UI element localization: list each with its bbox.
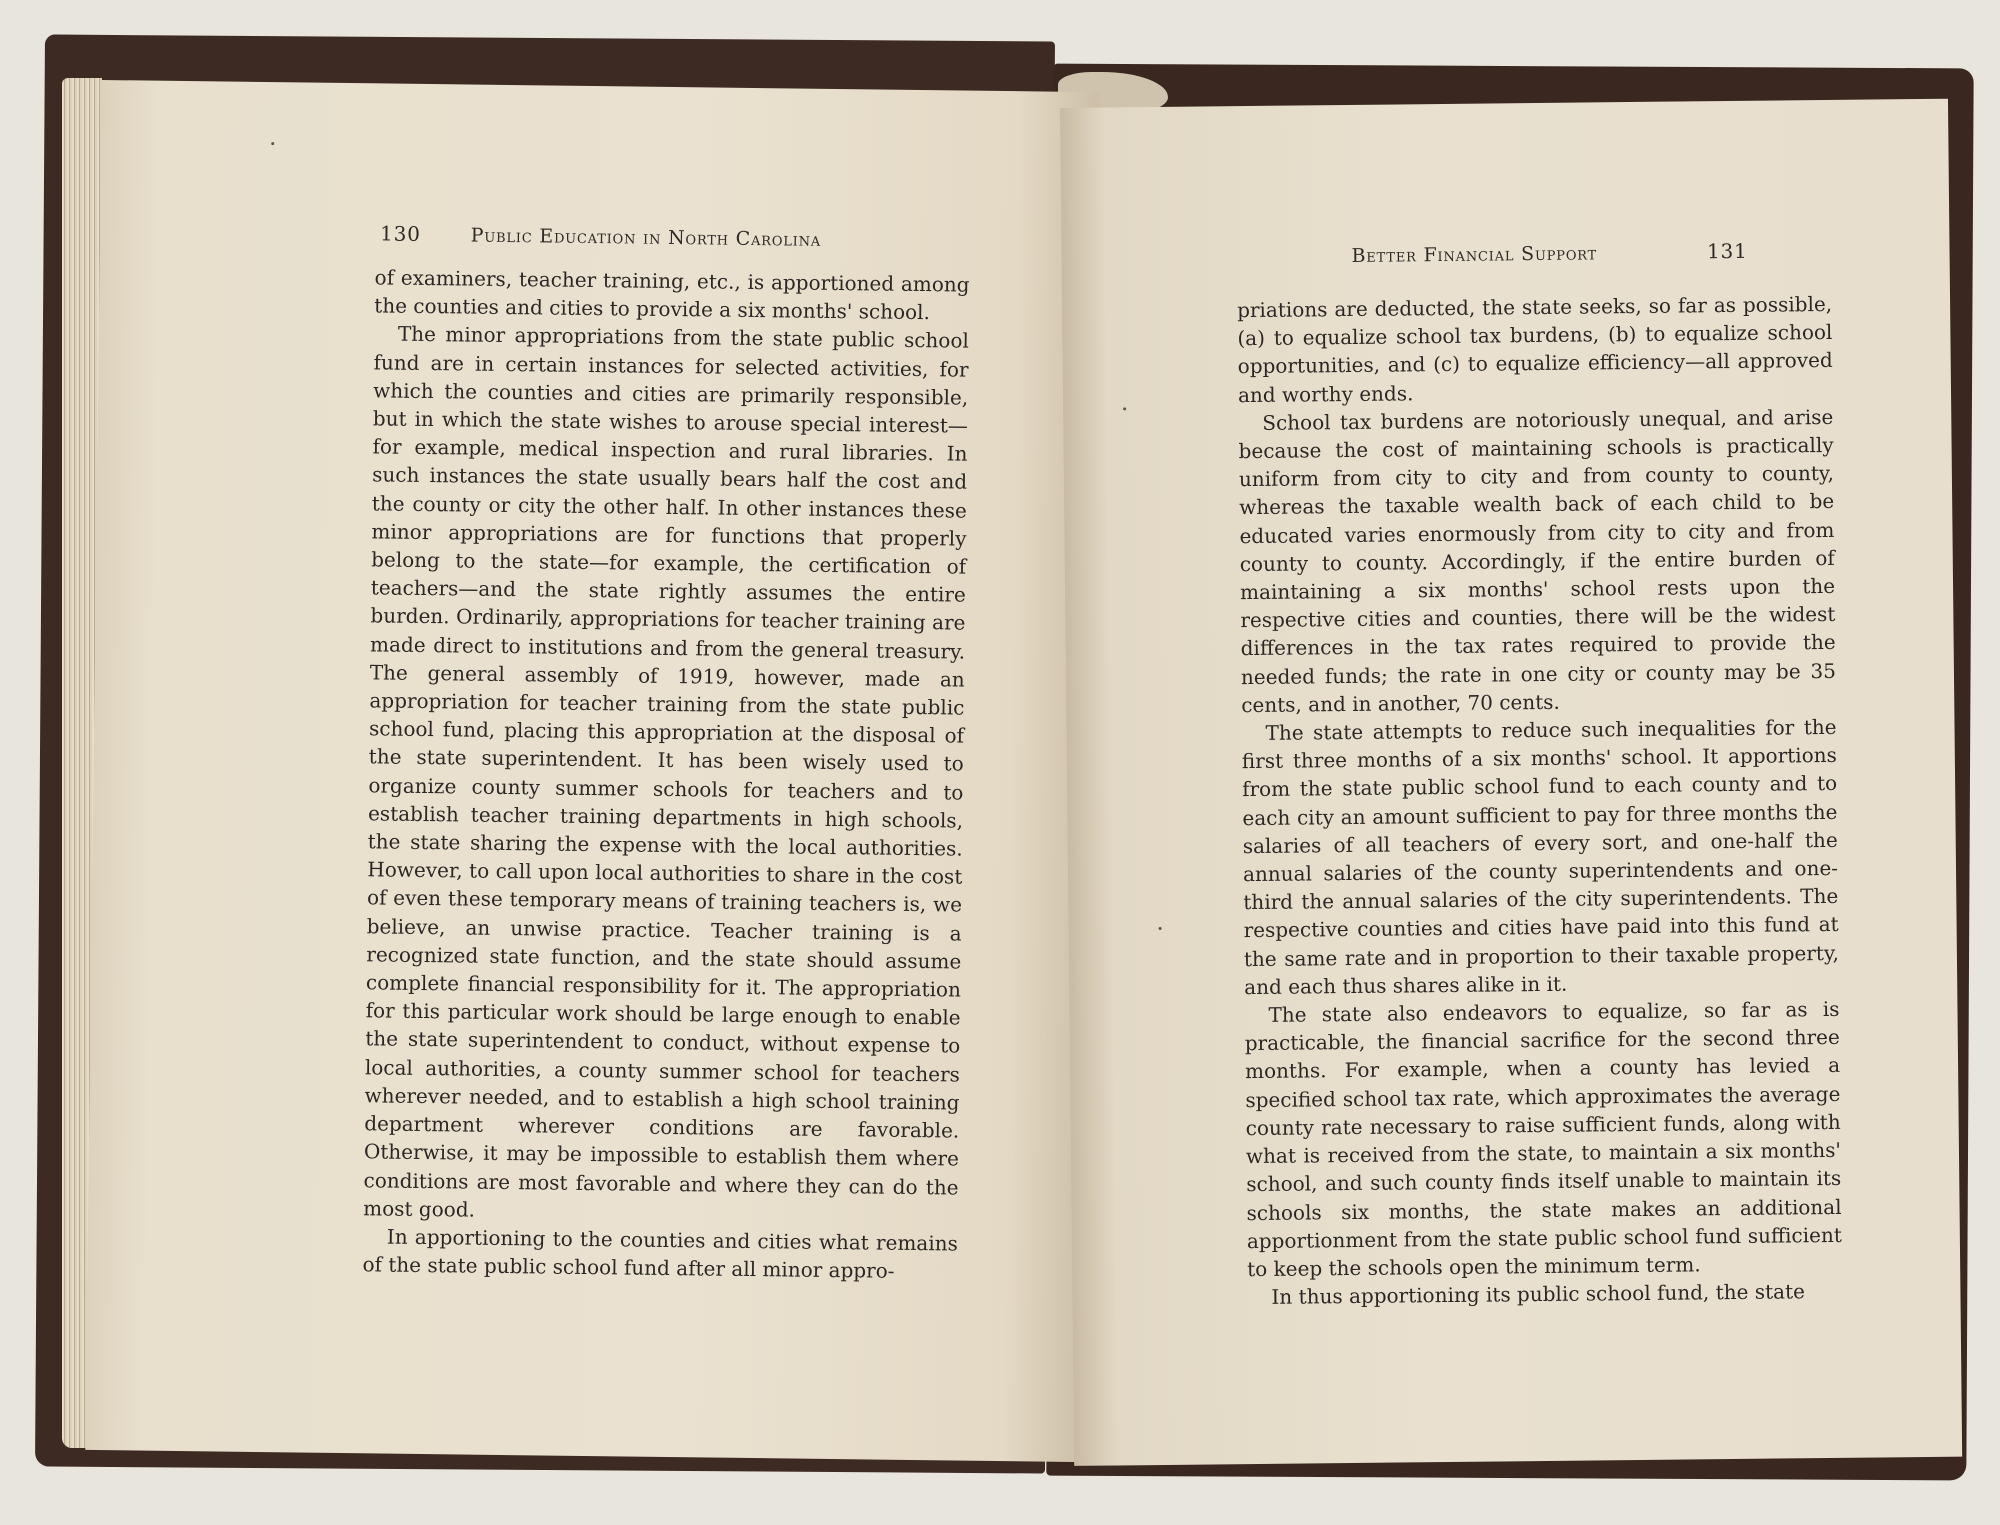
paragraph: The state attempts to reduce such inequalities for the first three months of a six months' school. It apportions from the state public school fund to each county and to each city an amount sufficient to pay for three months the salaries of all teachers of every sort, and one-half the annual salaries of the county superintendents and one-third the annual salaries of the city superintendents. The respective counties and cities have paid into this fund at the same rate and in proportion to their taxable property, and each thus shares alike in it.: [1241, 714, 1840, 999]
paragraph: School tax burdens are notoriously unequal, and arise because the cost of maintaining schools is practically uniform from city to city and from county to county, whereas the taxable wealth back of each child to be educated varies enormously from city to city and from county to county. Accordingly, if the entire burden of maintaining a six months' school rests upon the respective cities and counties, there will be the widest differences in the tax rates required to provide the needed funds; the rate in one city or county may be 35 cents, and in another, 70 cents.: [1238, 404, 1837, 717]
right-page: [1060, 99, 1962, 1466]
right-page-header: [1351, 239, 1747, 267]
paper-speck: [271, 142, 274, 145]
paragraph: of examiners, teacher training, etc., is apportioned among the counties and cities to provide a six months' school.: [374, 265, 970, 325]
paper-speck: [1123, 407, 1126, 410]
left-page-header: [380, 221, 821, 250]
open-book: [40, 38, 1960, 1478]
paper-speck: [1159, 927, 1162, 930]
left-page-number: 130: [379, 221, 421, 246]
right-running-head: Better Financial Support: [1351, 242, 1598, 267]
left-running-head: Public Education in North Carolina: [470, 224, 822, 251]
left-page: [85, 80, 1100, 1462]
paragraph: priations are deducted, the state seeks, so far as possible, (a) to equalize school tax burdens, (b) to equalize school opportunities, and (c) to equalize efficiency—all approved and worthy ends.: [1237, 291, 1833, 407]
right-page-number: 131: [1706, 238, 1748, 264]
left-page-body: [362, 263, 969, 1286]
paragraph: In thus apportioning its public school fund, the state: [1271, 1279, 1806, 1309]
right-page-body: [1237, 290, 1843, 1311]
paragraph: The state also endeavors to equalize, so far as is practicable, the financial sacrifice for the second three months. For example, when a county has levied a specified school tax rate, which approximates the average county rate necessary to raise sufficient funds, along with what is received from the state, to maintain a six months' school, and such county finds itself unable to maintain its schools six months, the state makes an additional apportionment from the state public school fund sufficient to keep the schools open the minimum term.: [1244, 996, 1842, 1282]
paragraph: The minor appropriations from the state public school fund are in certain instances for selected activities, for which the counties and cities are primarily responsible, but in which the state wishes to arouse special interest—for example, medical inspection and rural libraries. In such instances the state usually bears half the cost and the county or city the other half. In other instances these minor appropriations are for functions that properly belong to the state—for example, the certification of teachers—and the state rightly assumes the entire burden. Ordinarily, appropriations for teacher training are made direct to institutions and from the general treasury. The general assembly of 1919, however, made an appropriation for teacher training from the state public school fund, placing this appropriation at the disposal of the state superintendent. It has been wisely used to organize county summer schools for teachers and to establish teacher training departments in high schools, the state sharing the expense with the local authorities. However, to call upon local authorities to share in the cost of even these temporary means of training teachers is, we believe, an unwise practice. Teacher training is a recognized state function, and the state should assume complete financial responsibility for it. The appropriation for this particular work should be large enough to enable the state superintendent to conduct, without expense to local authorities, a county summer school for teachers wherever needed, and to establish a high school training department wherever conditions are favorable. Otherwise, it may be impossible to establish them where conditions are most favorable and where they can do the most good.: [363, 322, 970, 1222]
paragraph: In apportioning to the counties and cities what remains of the state public school fund after all minor appro-: [362, 1224, 958, 1283]
